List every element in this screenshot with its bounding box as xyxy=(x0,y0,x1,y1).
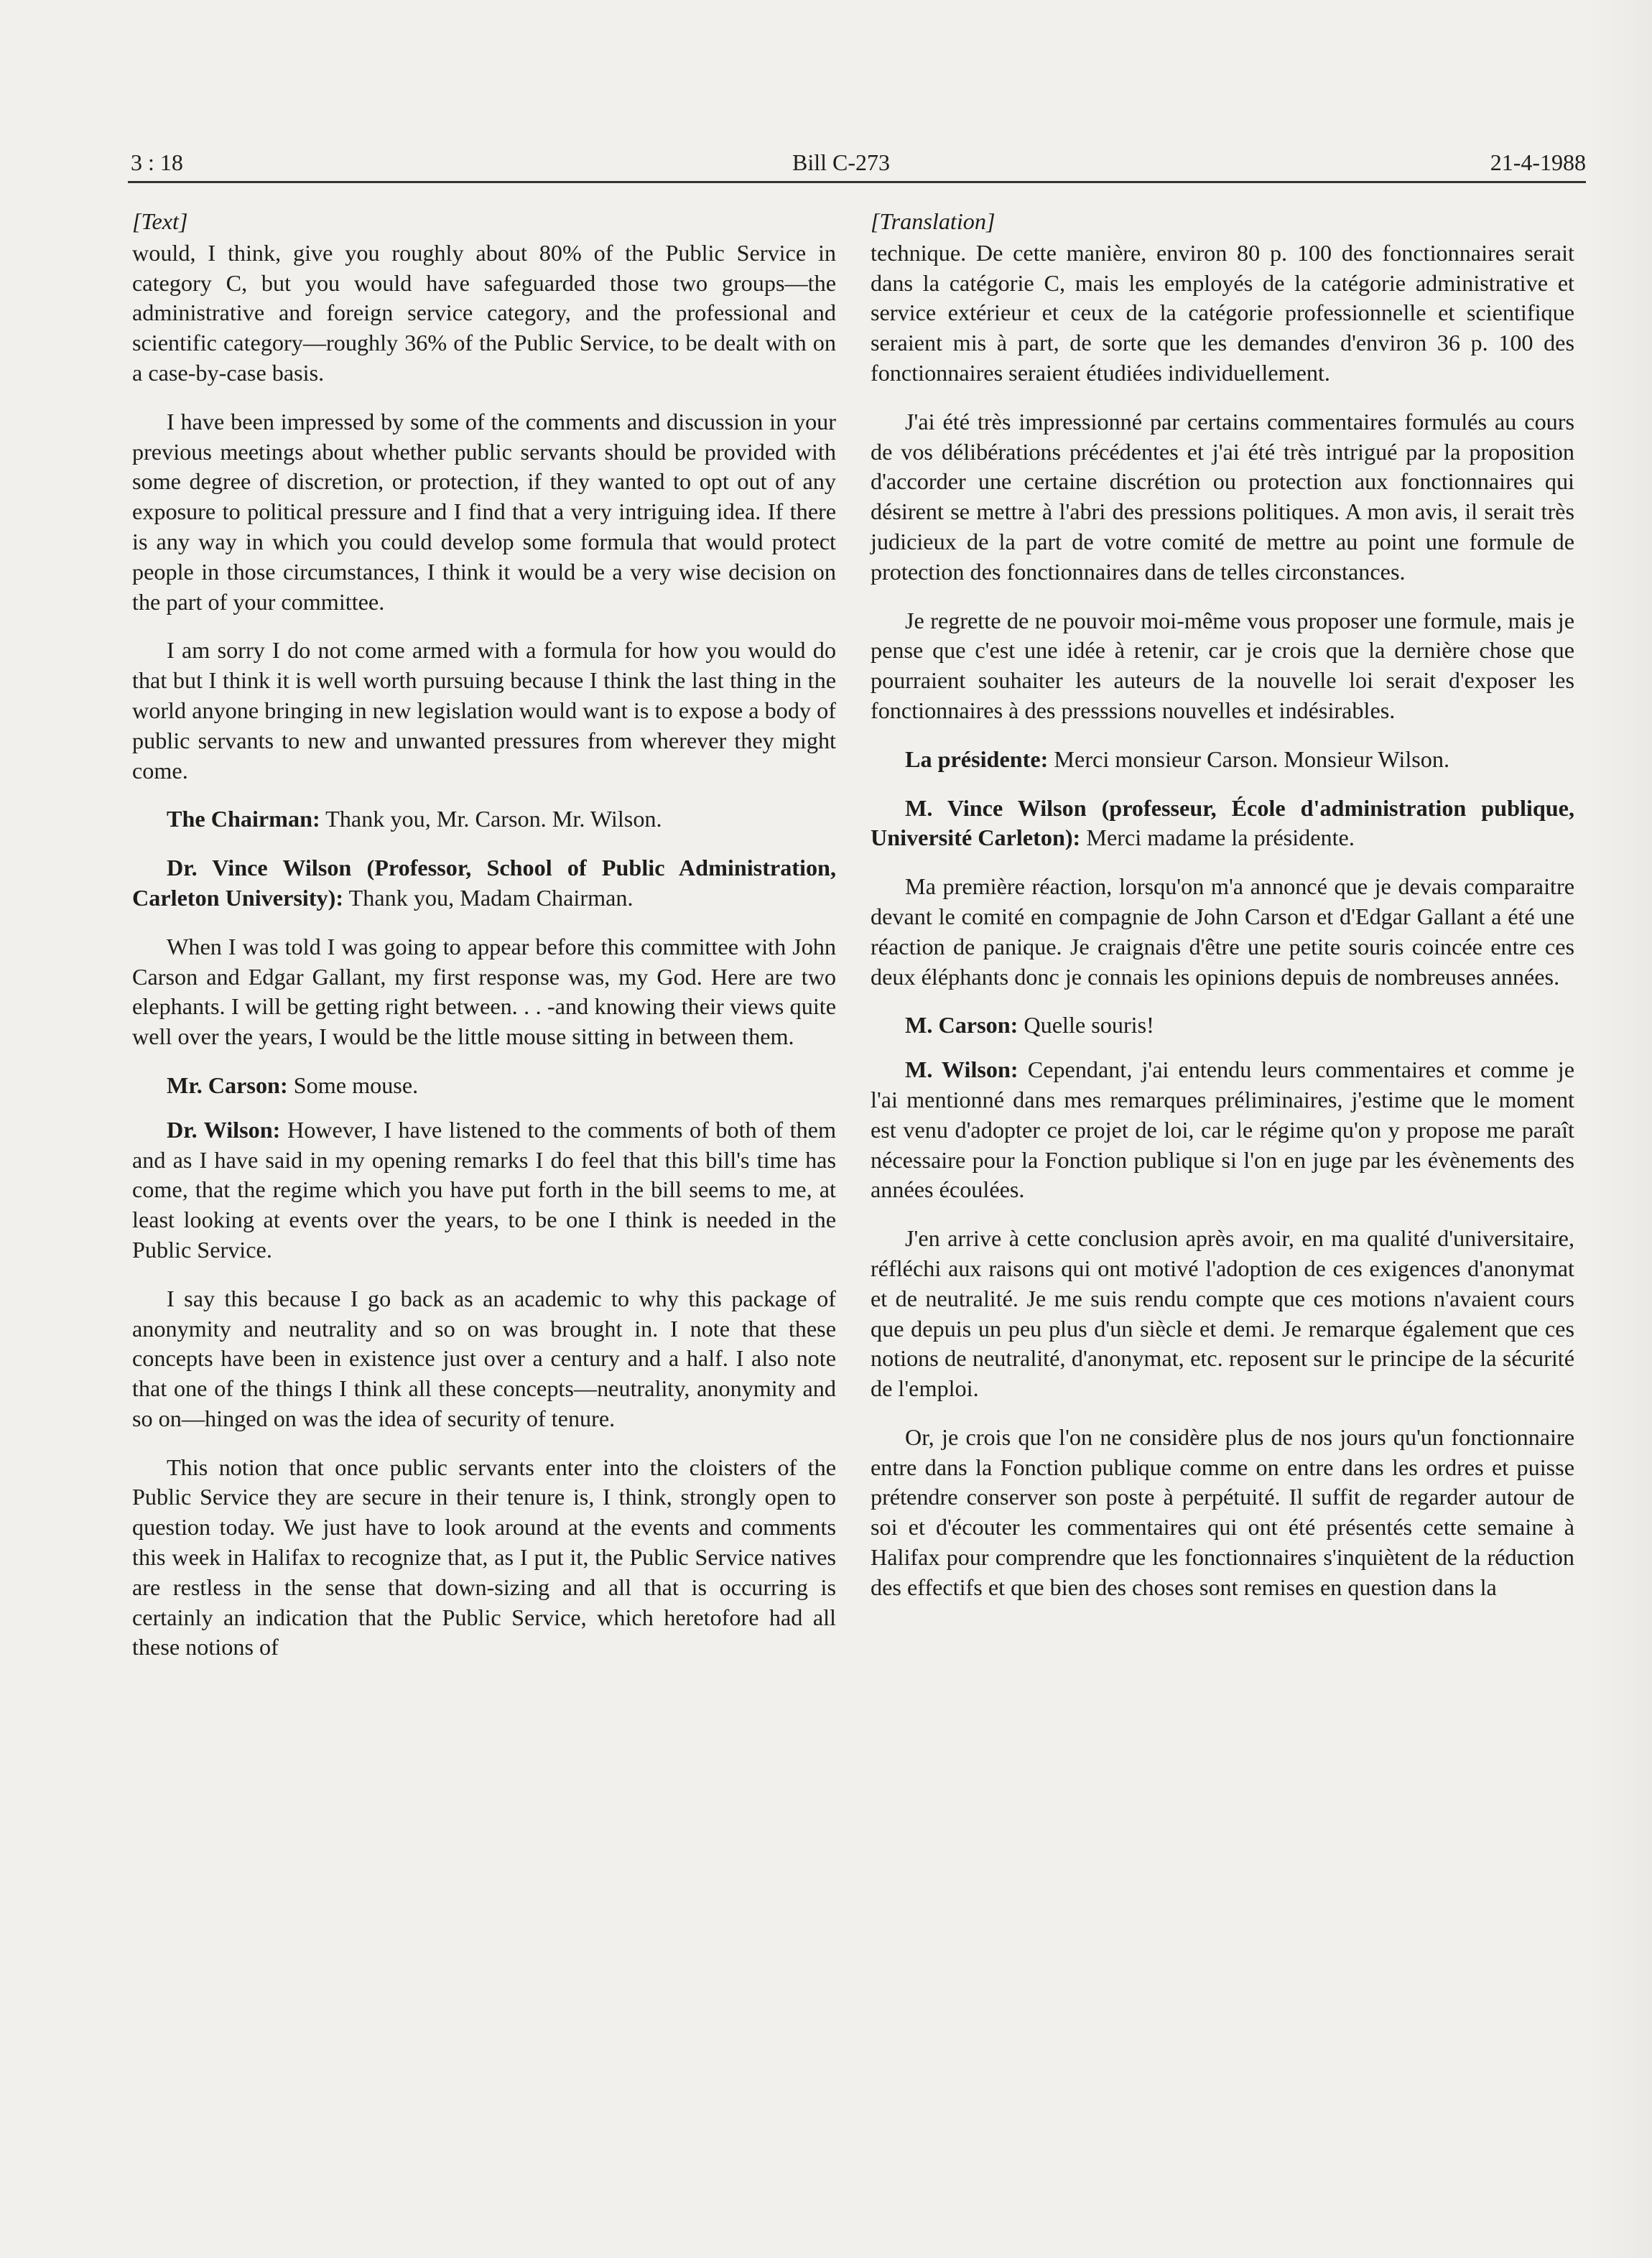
speaker-name: M. Vince Wilson (professeur, École d'administration publique, Université Carleton): xyxy=(871,794,1574,851)
speaker-name: Mr. Carson: xyxy=(167,1072,288,1098)
french-paragraph: technique. De cette manière, environ 80 p. 100 des fonctionnaires serait dans la catégorie C, mais les employés de la catégorie administrative et service extérieur et ceux de la catégorie professionnelle et scientifique seraient mis à part, de sorte que les demandes d'environ 36 p. 100 des fonctionnaires seraient étudiées individuellement. xyxy=(871,239,1574,386)
page-number: 3 : 18 xyxy=(131,149,183,175)
speaker-name: Dr. Wilson: xyxy=(167,1116,281,1143)
english-paragraph: Mr. Carson: Some mouse. xyxy=(167,1072,419,1098)
english-paragraph: Dr. Vince Wilson (Professor, School of Public Administration, Carleton University): Thank you, Madam Chairman. xyxy=(132,855,836,911)
english-paragraph: I say this because I go back as an academic to why this package of anonymity and neutrality and so on was brought in. I note that these concepts have been in existence just over a century and a half. I also note that one of the things I think all these concepts—neutrality, anonymity and so on—hinged on was the idea of security of tenure. xyxy=(132,1285,836,1431)
french-paragraph: Je regrette de ne pouvoir moi-même vous proposer une formule, mais je pense que c'est une idée à retenir, car je crois que la dernière chose que pourraient souhaiter les auteurs de la nouvelle loi serait d'exposer les fonctionnaires à des presssions nouvelles et indésirables. xyxy=(871,607,1574,723)
french-column xyxy=(871,207,1574,1622)
french-paragraph: J'ai été très impressionné par certains commentaires formulés au cours de vos délibérations précédentes et j'ai été très intrigué par la proposition d'accorder une certaine discrétion ou protection aux fonctionnaires qui désirent se mettre à l'abri des pressions politiques. A mon avis, il serait très judicieux de la part de votre comité de mettre au point une formule de protection des fonctionnaires dans de telles circonstances. xyxy=(871,408,1574,585)
french-paragraph: Or, je crois que l'on ne considère plus de nos jours qu'un fonctionnaire entre dans la Fonction publique comme on entre dans les ordres et puisse prétendre conserver son poste à perpétuité. Il suffit de regarder autour de soi et d'écouter les commentaires qui ont été présentés cette semaine à Halifax pour comprendre que les fonctionnaires s'inquiètent de la réduction des effectifs et que bien des choses sont remises en question dans la xyxy=(871,1423,1574,1600)
english-paragraph: This notion that once public servants enter into the cloisters of the Public Service they are secure in their tenure is, I think, strongly open to question today. We just have to look around at the events and comments this week in Halifax to recognize that, as I put it, the Public Service natives are restless in the sense that down-sizing and all that is occurring is certainly an indication that the Public Service, which heretofore had all these notions of xyxy=(132,1454,836,1660)
english-paragraph: When I was told I was going to appear before this committee with John Carson and Edgar Gallant, my first response was, my God. Here are two elephants. I will be getting right between. . . -and knowing their views quite well over the years, I would be the little mouse sitting in between them. xyxy=(132,933,836,1050)
speaker-name: The Chairman: xyxy=(167,806,320,832)
speaker-name: M. Carson: xyxy=(905,1012,1018,1039)
speaker-name: La présidente: xyxy=(905,745,1049,772)
english-paragraph: would, I think, give you roughly about 80% of the Public Service in category C, but you would have safeguarded those two groups—the administrative and foreign service category, and the professional and scientific category—roughly 36% of the Public Service, to be dealt with on a case-by-case basis. xyxy=(132,239,836,386)
page-date: 21-4-1988 xyxy=(1490,149,1586,175)
french-paragraph: La présidente: Merci monsieur Carson. Monsieur Wilson. xyxy=(905,745,1450,772)
french-paragraph: M. Wilson: Cependant, j'ai entendu leurs commentaires et comme je l'ai mentionné dans mes remarques préliminaires, j'estime que le moment est venu d'adopter ce projet de loi, car le régime qu'on y propose me paraît nécessaire pour la Fonction publique si l'on en juge par les évènements des années écoulées. xyxy=(871,1056,1574,1203)
english-column xyxy=(132,207,836,1681)
english-paragraph: I am sorry I do not come armed with a formula for how you would do that but I think it is well worth pursuing because I think the last thing in the world anyone bringing in new legislation would want is to expose a body of public servants to new and unwanted pressures from wherever they might come. xyxy=(132,637,836,784)
page-edge-shadow xyxy=(1587,0,1652,2258)
text-tag: [Text] xyxy=(132,208,188,234)
english-paragraph: I have been impressed by some of the comments and discussion in your previous meetings about whether public servants should be provided with some degree of discretion, or protection, if they wanted to opt out of any exposure to political pressure and I find that a very intriguing idea. If there is any way in which you could develop some formula that would protect people in those circumstances, I think it would be a very wise decision on the part of your committee. xyxy=(132,408,836,615)
speaker-name: M. Wilson: xyxy=(905,1056,1018,1083)
speaker-name: Dr. Vince Wilson (Professor, School of Public Administration, Carleton University): xyxy=(132,855,836,911)
page-header xyxy=(128,144,1586,183)
english-paragraph: The Chairman: Thank you, Mr. Carson. Mr. Wilson. xyxy=(167,806,662,832)
french-paragraph: M. Vince Wilson (professeur, École d'administration publique, Université Carleton): Merci madame la présidente. xyxy=(871,794,1574,851)
french-paragraph: M. Carson: Quelle souris! xyxy=(905,1012,1154,1039)
english-paragraph: Dr. Wilson: However, I have listened to the comments of both of them and as I have said in my opening remarks I do feel that this bill's time has come, that the regime which you have put forth in the bill seems to me, at least looking at events over the years, to be one I think is needed in the Public Service. xyxy=(132,1116,836,1263)
french-paragraph: Ma première réaction, lorsqu'on m'a annoncé que je devais comparaitre devant le comité en compagnie de John Carson et d'Edgar Gallant a été une réaction de panique. Je craignais d'être une petite souris coincée entre ces deux éléphants donc je connais les opinions depuis de nombreuses années. xyxy=(871,873,1574,990)
french-paragraph: J'en arrive à cette conclusion après avoir, en ma qualité d'universitaire, réfléchi aux raisons qui ont motivé l'adoption de ces exigences d'anonymat et de neutralité. Je me suis rendu compte que ces motions n'avaient cours que depuis un peu plus d'un siècle et demi. Je remarque également que ces notions de neutralité, d'anonymat, etc. reposent sur le principe de la sécurité de l'emploi. xyxy=(871,1225,1574,1402)
bill-number: Bill C-273 xyxy=(792,149,891,175)
translation-tag: [Translation] xyxy=(871,208,996,234)
